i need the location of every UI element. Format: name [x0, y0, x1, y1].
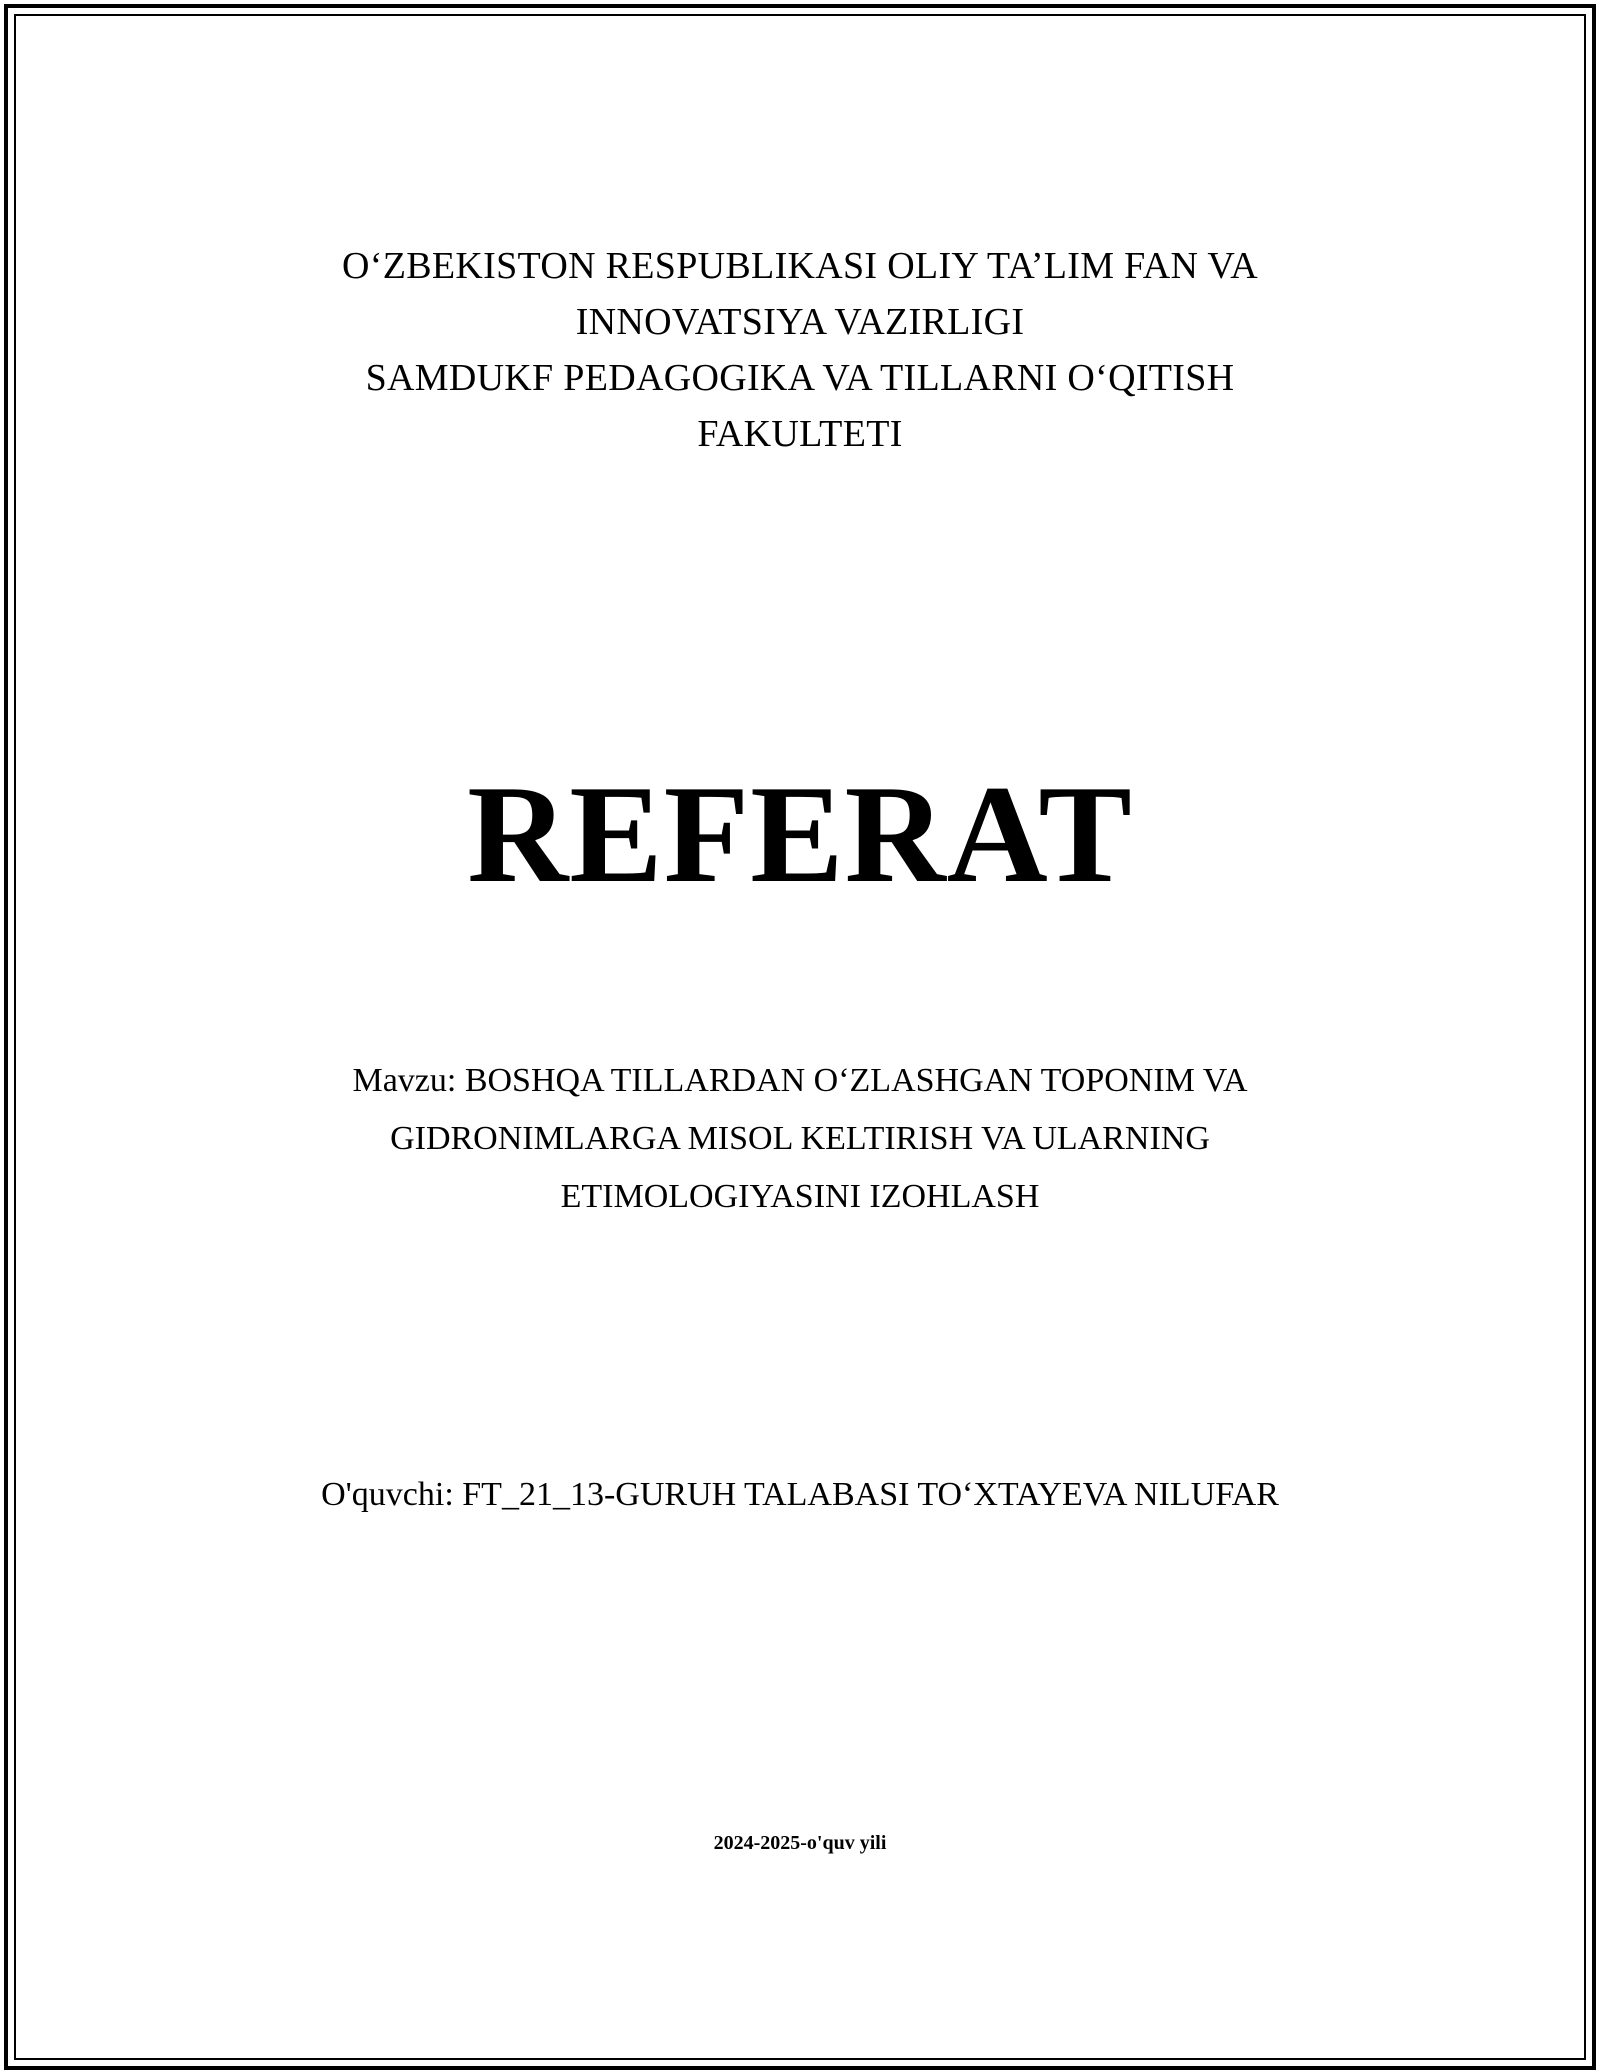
header-line-1: O‘ZBEKISTON RESPUBLIKASI OLIY TA’LIM FAN VA: [342, 245, 1258, 287]
institution-header: [0, 238, 1600, 462]
academic-year: 2024-2025-o'quv yili: [713, 1832, 887, 1854]
header-line-2: INNOVATSIYA VAZIRLIGI: [575, 301, 1025, 343]
topic-line-1: Mavzu: BOSHQA TILLARDAN O‘ZLASHGAN TOPONIM VA: [352, 1062, 1248, 1099]
header-line-4: FAKULTETI: [697, 413, 903, 455]
student-line: O'quvchi: FT_21_13-GURUH TALABASI TO‘XTAYEVA NILUFAR: [321, 1476, 1279, 1513]
header-line-3: SAMDUKF PEDAGOGIKA VA TILLARNI O‘QITISH: [365, 357, 1235, 399]
topic-block: [0, 1052, 1600, 1226]
document-title: REFERAT: [467, 757, 1133, 912]
topic-line-3: ETIMOLOGIYASINI IZOHLASH: [560, 1178, 1040, 1215]
topic-line-2: GIDRONIMLARGA MISOL KELTIRISH VA ULARNING: [390, 1120, 1210, 1157]
